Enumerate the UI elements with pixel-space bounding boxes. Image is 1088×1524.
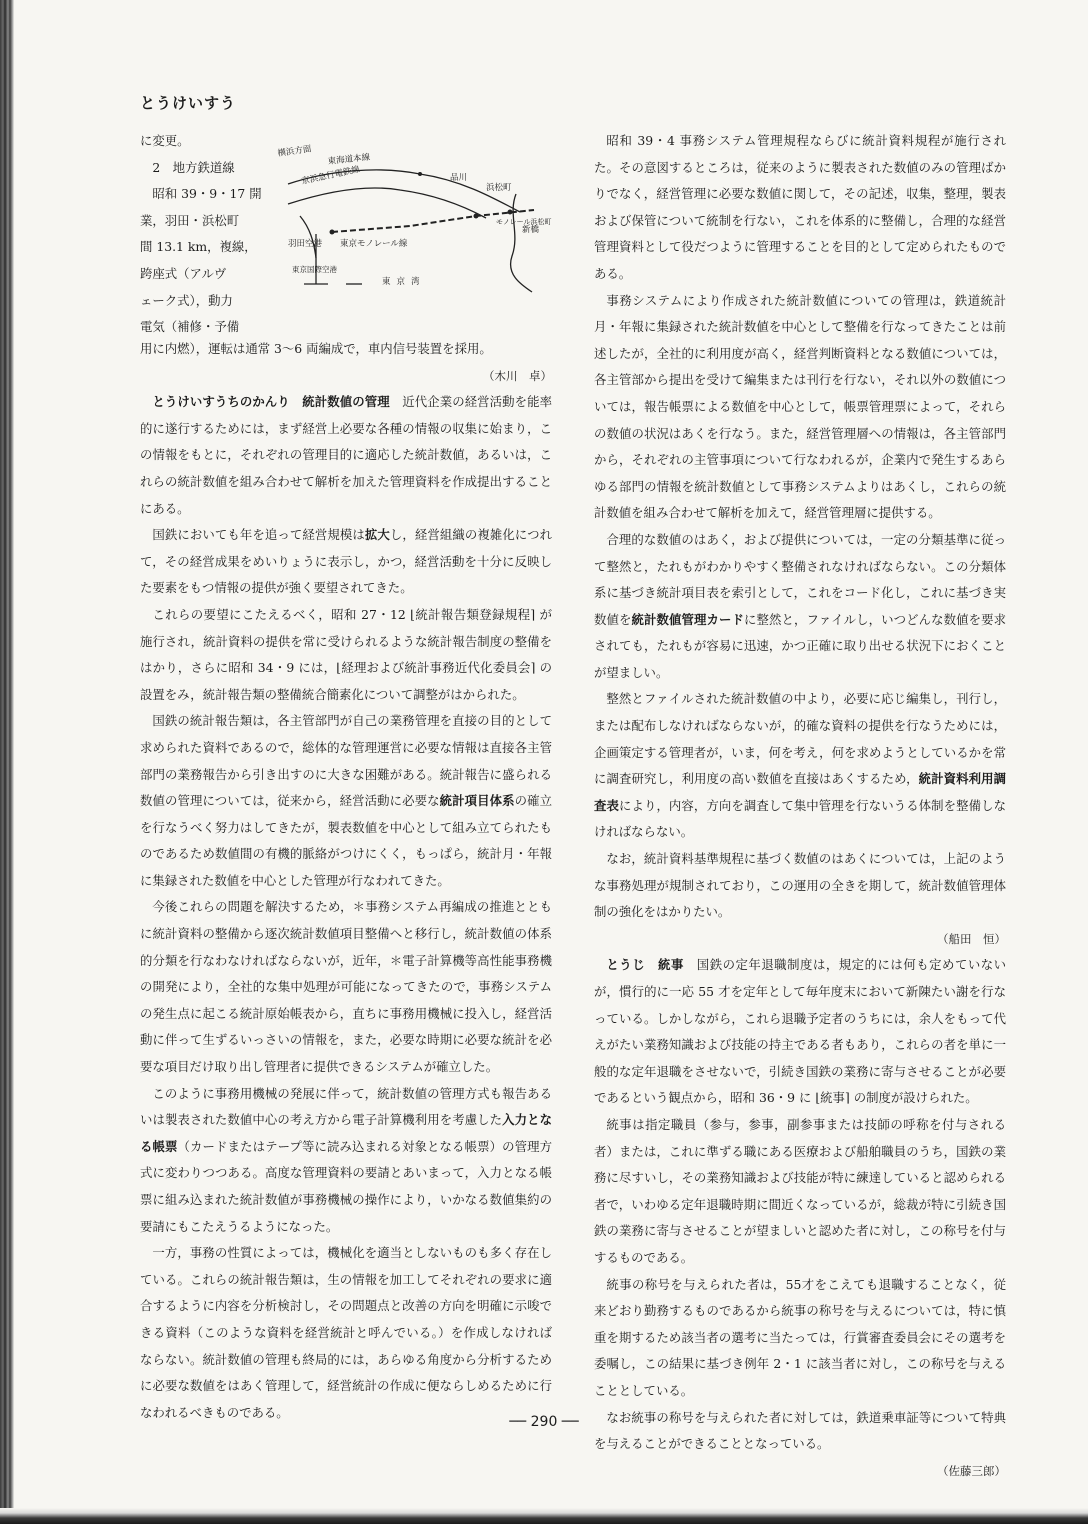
coastline [511, 194, 532, 292]
label-haneda-airport: 東京国際空港 [292, 265, 337, 274]
intro-column [140, 128, 270, 341]
left-column [140, 336, 552, 1426]
label-shinagawa: 品川 [450, 173, 468, 183]
entry-heading-reading: とうじ [606, 957, 646, 973]
paragraph-text: により，内容，方向を調査して集中管理を行ないうる体制を整備しなければならない。 [594, 797, 1007, 840]
keihin-branch-track [300, 216, 316, 258]
paragraph-text: 国鉄の定年退職制度は，規定的には何も定めていないが，慣行的に一応 55 才を定年として毎年度末において新陳たい謝を行なっている。しかしながら，これら退職予定者のうちには，余人をもって代えがたい業務知識および技能の持主である者もあり，これらの者を単に一般的な定年退職をさせないで，引続き国鉄の業務に寄与させることが必要であるという観点から，昭和 36・9 に ⌊統事⌉ の制度が設けられた。 [594, 957, 1007, 1106]
paragraph-text: し，経営組織の複雑化につれて，その経営成果をめいりょうに表示し，かつ，経営活動を十分に反映した要素をもつ情報の提供が強く要望されてきた。 [140, 527, 552, 596]
entry-heading-term: 統事 [658, 957, 684, 973]
paragraph [140, 708, 552, 894]
paragraph-text: 合理的な数値のはあく，および提供については，一定の分類基準に従って整然と，たれもがわかりやすく整備されなければならない。この分類体系に基づき統計項目表を索引として，これをコード化し，これに基づき実数値を [594, 531, 1006, 627]
intro-line: 跨座式（アルヴ [140, 265, 227, 281]
paragraph-text: このように事務用機械の発展に伴って，統計数値の管理方式も報告あるいは製表された数値中心の考え方から電子計算機利用を考慮した [140, 1085, 552, 1128]
paragraph: 統事は指定職員（参与，参事，副参事または技師の呼称を付与される者）または，これに準ずる職にある医療および船舶職員のうち，国鉄の業務に尽すいし，その業務知識および技能が特に練達していると認められる者で，いわゆる定年退職時期に間近くなっているが，総裁が特に引続き国鉄の業務に寄与させることが望ましいと認めた者に対し，この称号を付与するものである。 [594, 1116, 1006, 1265]
page-number: ── 290 ── [509, 1414, 579, 1430]
paragraph-text: の確立を行なうべく努力はしてきたが，製表数値を中心として組み立てられたものであるため数値間の有機的脈絡がつけにくく，もっぱら，統計月・年報に集録された数値を中心とした管理が行なわれてきた。 [140, 793, 553, 888]
intro-line: 業，羽田・浜松町 [140, 212, 240, 228]
intro-line: 間 13.1 km，複線， [140, 239, 257, 255]
paragraph: 事務システムにより作成された統計数値についての管理は，鉄道統計月・年報に集録された統計数値を中心として整備を行なってきたことは前述したが，全社的に利用度が高く，経営判断資料となる数値については，各主管部から提出を受けて編集または刊行を行ない，それ以外の数値については，報告帳票による数値を中心として，帳票管理票によって，それらの数値の状況はあくを行なう。また，経営管理層への情報は，各主管部門から，それぞれの主管事項について行なわれるが，企業内で発生するあらゆる部門の情報を統計数値として事務システムよりはあくし，これらの統計数値を組み合わせて解析を加えて，経営管理層に提供する。 [594, 292, 1006, 521]
paragraph-text: 整然とファイルされた統計数値の中より，必要に応じ編集し，刊行し，または配布しなければならないが，的確な資料の提供を行なうためには，企画策定する管理者が，いま，何を考え，何を求めようとしているかを常に調査研究し，利用度の高い数値を直接はあくするため， [594, 691, 1006, 787]
paragraph [594, 527, 1006, 687]
author-signature: （佐藤三郎） [937, 1463, 1006, 1478]
paragraph [594, 686, 1006, 846]
emphasis-term: 入力となる帳票 [140, 1112, 553, 1154]
station-dot [418, 172, 422, 176]
paragraph: なお統事の称号を与えられた者に対しては，鉄道乗車証等について特典を与えることができることとなっている。 [594, 1409, 1006, 1452]
label-shinbashi: 新橋 [522, 225, 540, 235]
paragraph: 統事の称号を与えられた者は，55才をこえても退職することなく，従来どおり勤務するものであるから統事の称号を与えるについては，特に慎重を期するため該当者の選考に当たっては，行賞審査委員会にその選考を委嘱し，この結果に基づき例年 2・1 に該当者に対し，この称号を与えることとしている。 [594, 1276, 1006, 1398]
paragraph-text: 近代企業の経営活動を能率的に遂行するためには，まず経営上必要な各種の情報の収集に始まり，この情報をもとに，それぞれの管理目的に適応した統計数値，あるいは，これらの統計数値を組み合わせて解析を加えた管理資料を作成提出することにある。 [140, 394, 553, 516]
paragraph-text: （カードまたはテープ等に読み込まれる対象となる帳票）の管理方式に変わりつつある。高度な管理資料の要請とあいまって，入力となる帳票に組み込まれた統計数値が事務機械の操作により，いかなる数値集約の要請にもこたえうるようになった。 [140, 1138, 552, 1234]
station-dot [508, 210, 513, 215]
intro-item-heading: 2 地方鉄道線 [152, 159, 235, 175]
label-monorail-station: モノレール浜松町 [496, 218, 552, 226]
monorail-route-map [270, 134, 552, 298]
emphasis-term: 拡大 [364, 527, 390, 543]
entry-paragraph [594, 952, 1006, 1112]
author-signature: （船田 恒） [937, 931, 1006, 946]
entry-paragraph [140, 389, 552, 522]
scan-bottom-edge [0, 1508, 1088, 1524]
book-binding-edge [0, 0, 14, 1524]
label-yokohama: 横浜方面 [277, 144, 313, 159]
entry-heading-reading: とうけいすうちのかんり [152, 394, 290, 410]
emphasis-term: 統計数値管理カード [631, 611, 744, 627]
paragraph-text: 国鉄においても年を追って経営規模は [152, 527, 365, 543]
intro-line: に変更。 [140, 133, 190, 148]
label-hamamatsucho: 浜松町 [486, 183, 512, 193]
label-tokyo-bay: 東京湾 [382, 277, 426, 287]
paragraph: 今後これらの問題を解決するため，＊事務システム再編成の推進とともに統計資料の整備から逐次統計数値項目整備へと移行し，統計数値の体系的分類を行なわなければならないが，近年，＊電子計算機等高性能事務機の開発により，全社的な集中処理が可能になってきたので，事務システムの発生点に起こる統計原始帳表から，直ちに事務用機械に投入し，経営活動に伴って生ずるいっさいの情報を，また，必要な時期に必要な統計を必要な項目だけ取り出し管理者に提供できるシステムが確立した。 [140, 899, 552, 1075]
emphasis-term: 統計資料利用調査表 [594, 771, 1007, 813]
running-head: とうけいすう [140, 94, 237, 112]
intro-line: 昭和 39・9・17 開 [152, 186, 262, 202]
paragraph: 昭和 39・4 事務システム管理規程ならびに統計資料規程が施行された。その意図するところは，従来のように製表された数値のみの管理ばかりでなく，経営管理に必要な数値に関して，その記述，収集，整理，製表および保管について統制を行ない，これを体系的に整備し，合理的な経営管理資料として役だつように管理することを目的として定められたものである。 [594, 133, 1006, 281]
label-keihin: 京浜急行電鉄線 [300, 164, 361, 187]
intro-line: ェーク式），動力 [140, 292, 233, 308]
paragraph [140, 522, 552, 602]
paragraph: 用に内燃），運転は通常 3～6 両編成で，車内信号装置を採用。 [140, 341, 492, 356]
paragraph: これらの要望にこたえるべく，昭和 27・12 ⌊統計報告類登録規程⌉ が施行され，統計資料の提供を常に受けられるような統計報告制度の整備をはかり，さらに昭和 34・9 には，⌊経理および統計事務近代化委員会⌉ の設置をみ，統計報告類の整備統合簡素化について調整がはかられた。 [140, 606, 552, 702]
keihin-line-track [288, 188, 486, 218]
paragraph: なお，統計資料基準規程に基づく数値のはあくについては，上記のような事務処理が規制されており，この運用の全きを期して，統計数値管理体制の強化をはかりたい。 [594, 851, 1006, 920]
paragraph-text: 国鉄の統計報告類は，各主管部門が自己の業務管理を直接の目的として求められた資料であるので，総体的な管理運営に必要な情報は直接各主管部門の業務報告から引き出すのに大きな困難がある。統計報告に盛られる数値の管理については，従来から，経営活動に必要な [140, 713, 552, 809]
right-column [594, 128, 1006, 1484]
entry-heading-term: 統計数値の管理 [302, 394, 390, 410]
author-signature: （木川 卓） [483, 368, 552, 383]
emphasis-term: 統計項目体系 [439, 793, 515, 809]
station-dot [474, 214, 479, 219]
paragraph: 一方，事務の性質によっては，機械化を適当としないものも多く存在している。これらの統計報告類は，生の情報を加工してそれぞれの要求に適合するように内容を分析検討し，その問題点と改善の方向を明確に示唆できる資料（このような資料を経営統計と呼んでいる。）を作成しなければならない。統計数値の管理も終局的には，あらゆる角度から分析するために必要な数値をはあく管理して，経営統計の作成に便ならしめるために行なわれるべきものである。 [140, 1245, 552, 1420]
label-haneda: 羽田空港 [288, 239, 323, 249]
station-dot [330, 230, 335, 235]
label-tokaido: 東海道本線 [327, 152, 371, 167]
paragraph-text: に整然と，ファイルし，いつどんな数値を要求されても，たれもが容易に迅速，かつ正確に取り出せる状況下におくことが望ましい。 [594, 611, 1007, 680]
paragraph [140, 1081, 552, 1241]
intro-line: 電気（補修・予備 [140, 319, 240, 335]
label-monorail: 東京モノレール線 [340, 239, 408, 249]
